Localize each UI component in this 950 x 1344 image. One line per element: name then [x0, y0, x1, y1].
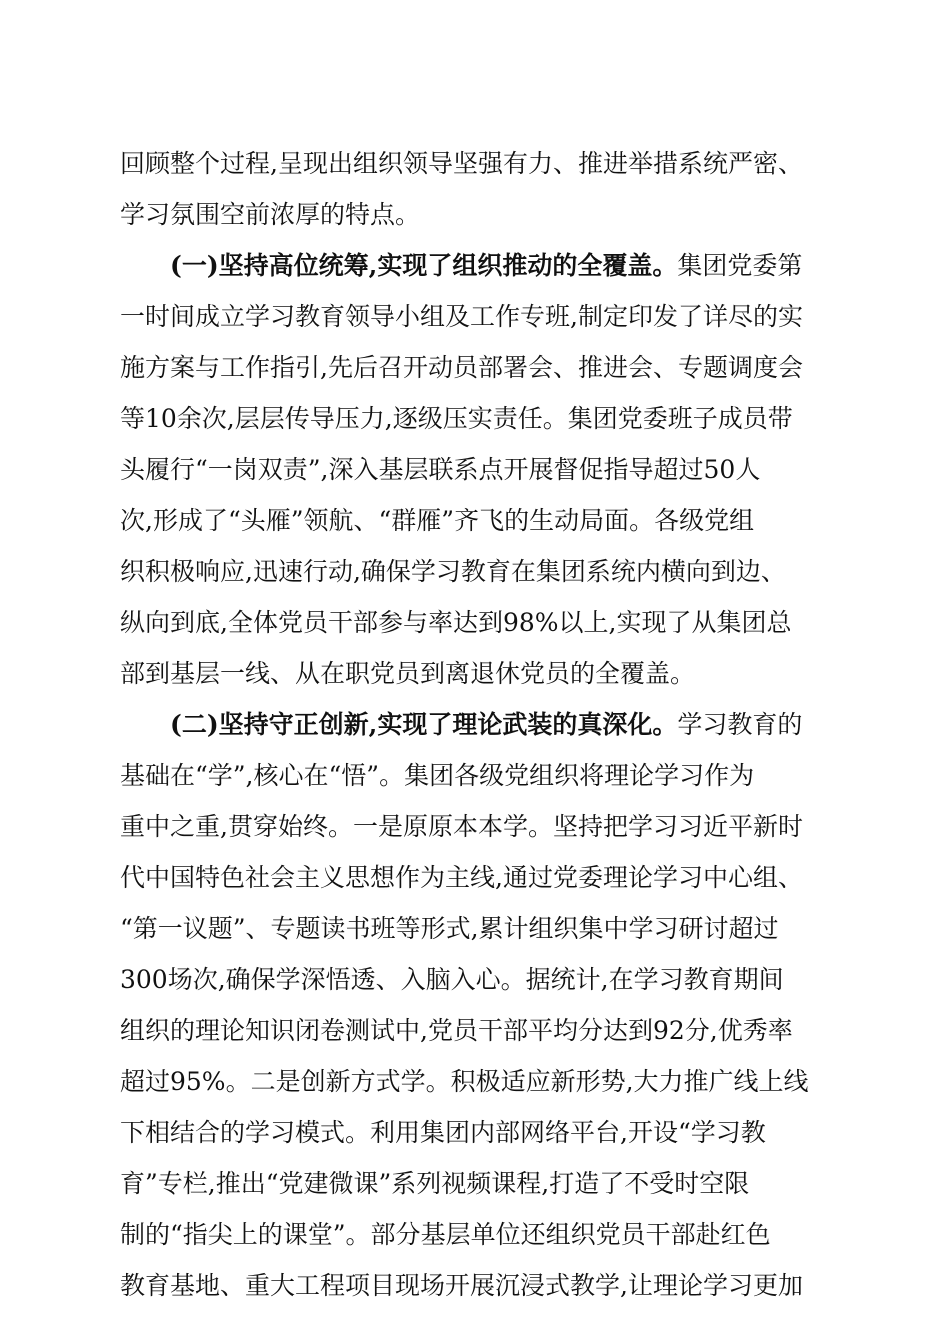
text-line: 制的“指尖上的课堂”。部分基层单位还组织党员干部赴红色 [120, 1220, 771, 1249]
text-line: 头履行“一岗双责”,深入基层联系点开展督促指导超过50人 [120, 455, 761, 484]
text-line: 育”专栏,推出“党建微课”系列视频课程,打造了不受时空限 [120, 1169, 750, 1198]
document-body [120, 138, 830, 1311]
section-one-heading: (一)坚持高位统筹,实现了组织推动的全覆盖。 [170, 251, 678, 280]
section-two-first-line [120, 699, 830, 750]
text-line: 下相结合的学习模式。利用集团内部网络平台,开设“学习教 [120, 1118, 766, 1147]
text-line: 等10余次,层层传导压力,逐级压实责任。集团党委班子成员带 [120, 404, 793, 433]
text-line: 重中之重,贯穿始终。一是原原本本学。坚持把学习习近平新时 [120, 812, 803, 841]
text-line: 基础在“学”,核心在“悟”。集团各级党组织将理论学习作为 [120, 761, 755, 790]
text-line: 施方案与工作指引,先后召开动员部署会、推进会、专题调度会 [120, 353, 803, 382]
text-line: 一时间成立学习教育领导小组及工作专班,制定印发了详尽的实 [120, 302, 803, 331]
text-line: 超过95%。二是创新方式学。积极适应新形势,大力推广线上线 [120, 1067, 809, 1096]
text-line: 回顾整个过程,呈现出组织领导坚强有力、推进举措系统严密、 [120, 149, 803, 178]
text-line: 纵向到底,全体党员干部参与率达到98%以上,实现了从集团总 [120, 608, 792, 637]
section-one-first-line [120, 240, 830, 291]
text-line: 学习氛围空前浓厚的特点。 [120, 200, 421, 229]
text-line: 组织的理论知识闭卷测试中,党员干部平均分达到92分,优秀率 [120, 1016, 793, 1045]
text-line: “第一议题”、专题读书班等形式,累计组织集中学习研讨超过 [120, 914, 779, 943]
text-line: 代中国特色社会主义思想作为主线,通过党委理论学习中心组、 [120, 863, 803, 892]
section-two-heading: (二)坚持守正创新,实现了理论武装的真深化。 [170, 710, 678, 739]
text-line: 教育基地、重大工程项目现场开展沉浸式教学,让理论学习更加 [120, 1271, 803, 1300]
section-one-lead-text: 集团党委第 [677, 251, 803, 280]
text-line: 次,形成了“头雁”领航、“群雁”齐飞的生动局面。各级党组 [120, 506, 755, 535]
section-two-lead-text: 学习教育的 [677, 710, 803, 739]
text-line: 部到基层一线、从在职党员到离退休党员的全覆盖。 [120, 659, 696, 688]
text-line: 300场次,确保学深悟透、入脑入心。据统计,在学习教育期间 [120, 965, 784, 994]
text-line: 织积极响应,迅速行动,确保学习教育在集团系统内横向到边、 [120, 557, 786, 586]
